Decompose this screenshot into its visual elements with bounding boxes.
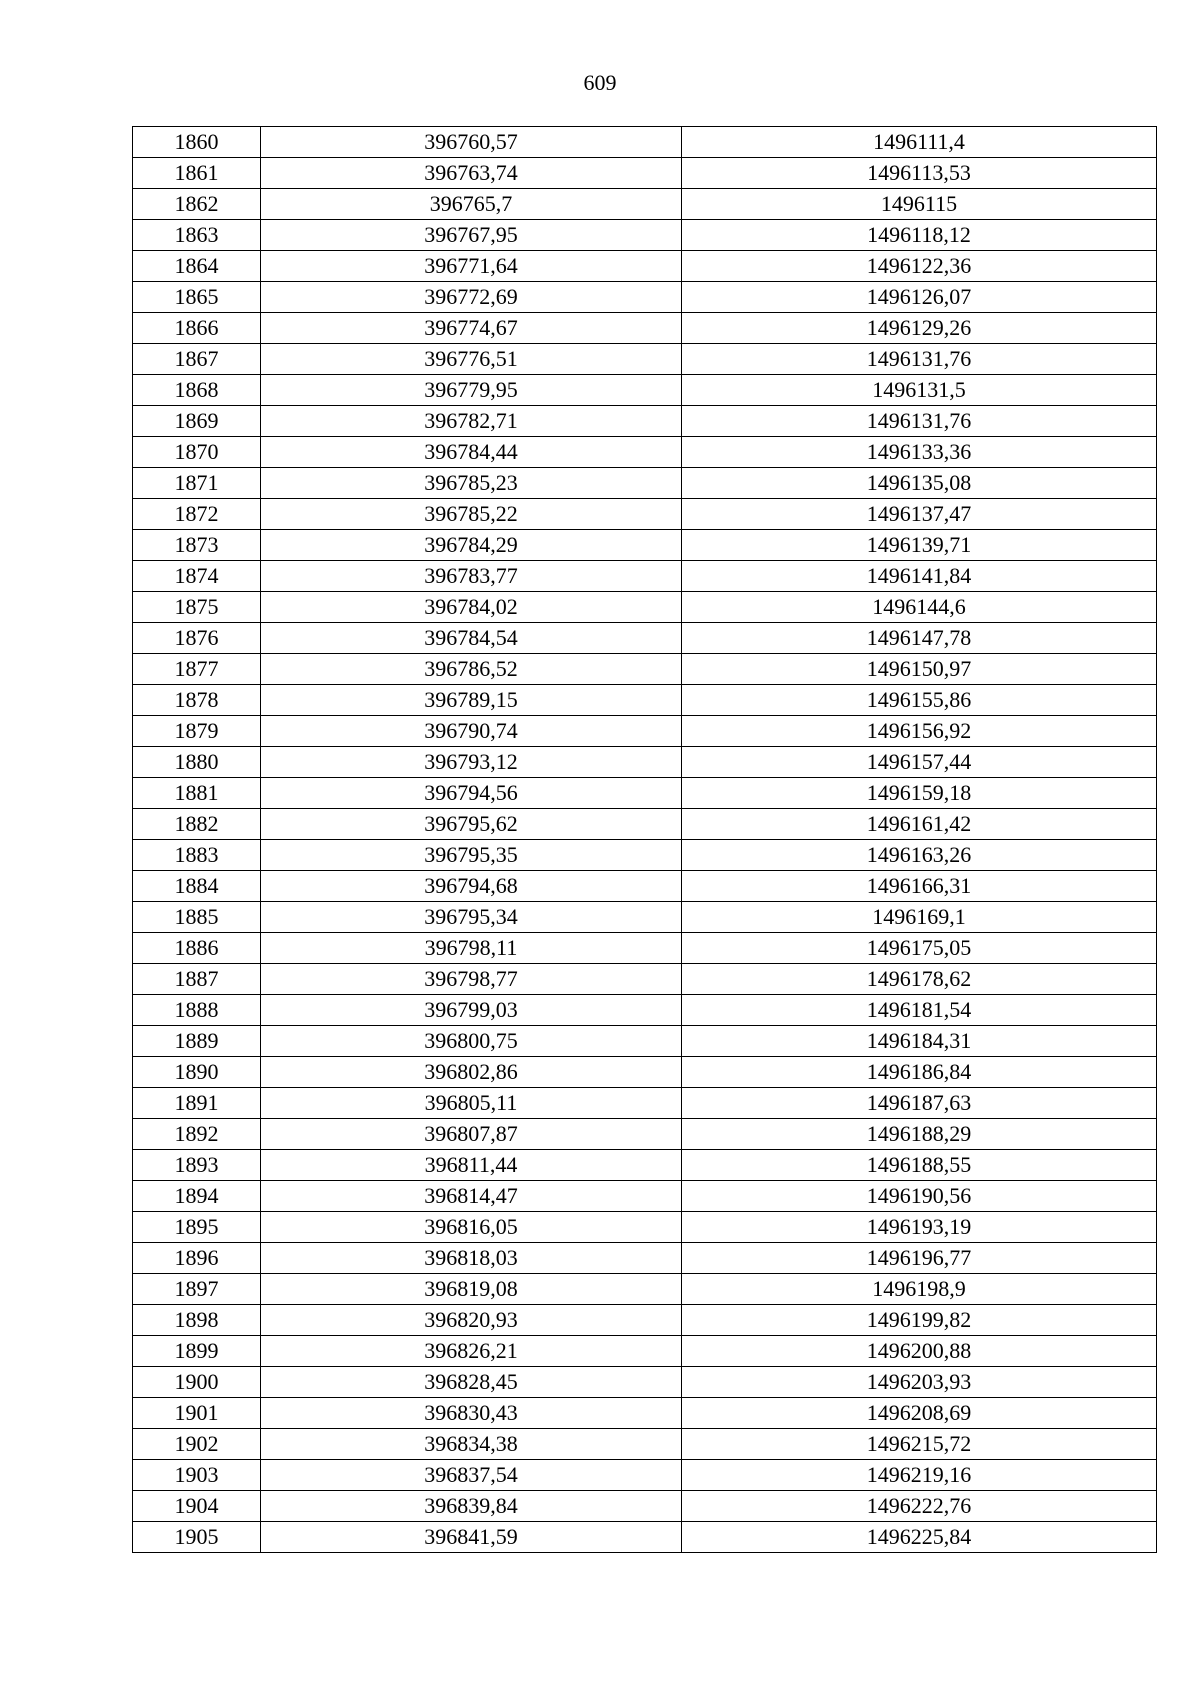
y-coordinate-cell: 1496115 xyxy=(682,189,1157,220)
point-number-cell: 1865 xyxy=(133,282,261,313)
y-coordinate-cell: 1496161,42 xyxy=(682,809,1157,840)
x-coordinate-cell: 396798,11 xyxy=(261,933,682,964)
point-number-cell: 1890 xyxy=(133,1057,261,1088)
point-number-cell: 1902 xyxy=(133,1429,261,1460)
table-row xyxy=(133,964,1157,995)
table-row xyxy=(133,1088,1157,1119)
table-row xyxy=(133,902,1157,933)
y-coordinate-cell: 1496156,92 xyxy=(682,716,1157,747)
table-row xyxy=(133,406,1157,437)
table-row xyxy=(133,1243,1157,1274)
point-number-cell: 1899 xyxy=(133,1336,261,1367)
x-coordinate-cell: 396837,54 xyxy=(261,1460,682,1491)
y-coordinate-cell: 1496129,26 xyxy=(682,313,1157,344)
point-number-cell: 1874 xyxy=(133,561,261,592)
y-coordinate-cell: 1496118,12 xyxy=(682,220,1157,251)
y-coordinate-cell: 1496141,84 xyxy=(682,561,1157,592)
point-number-cell: 1879 xyxy=(133,716,261,747)
x-coordinate-cell: 396784,02 xyxy=(261,592,682,623)
table-row xyxy=(133,809,1157,840)
table-row xyxy=(133,1491,1157,1522)
point-number-cell: 1872 xyxy=(133,499,261,530)
point-number-cell: 1894 xyxy=(133,1181,261,1212)
x-coordinate-cell: 396820,93 xyxy=(261,1305,682,1336)
point-number-cell: 1904 xyxy=(133,1491,261,1522)
y-coordinate-cell: 1496157,44 xyxy=(682,747,1157,778)
table-row xyxy=(133,1057,1157,1088)
y-coordinate-cell: 1496186,84 xyxy=(682,1057,1157,1088)
table-row xyxy=(133,1305,1157,1336)
table-row xyxy=(133,251,1157,282)
table-row xyxy=(133,1150,1157,1181)
y-coordinate-cell: 1496122,36 xyxy=(682,251,1157,282)
x-coordinate-cell: 396779,95 xyxy=(261,375,682,406)
x-coordinate-cell: 396807,87 xyxy=(261,1119,682,1150)
y-coordinate-cell: 1496147,78 xyxy=(682,623,1157,654)
table-row xyxy=(133,1119,1157,1150)
table-row xyxy=(133,375,1157,406)
y-coordinate-cell: 1496144,6 xyxy=(682,592,1157,623)
table-row xyxy=(133,654,1157,685)
x-coordinate-cell: 396794,56 xyxy=(261,778,682,809)
x-coordinate-cell: 396819,08 xyxy=(261,1274,682,1305)
table-row xyxy=(133,437,1157,468)
table-row xyxy=(133,1181,1157,1212)
point-number-cell: 1895 xyxy=(133,1212,261,1243)
y-coordinate-cell: 1496188,55 xyxy=(682,1150,1157,1181)
y-coordinate-cell: 1496113,53 xyxy=(682,158,1157,189)
table-row xyxy=(133,995,1157,1026)
x-coordinate-cell: 396784,29 xyxy=(261,530,682,561)
x-coordinate-cell: 396798,77 xyxy=(261,964,682,995)
x-coordinate-cell: 396784,54 xyxy=(261,623,682,654)
point-number-cell: 1881 xyxy=(133,778,261,809)
point-number-cell: 1861 xyxy=(133,158,261,189)
point-number-cell: 1888 xyxy=(133,995,261,1026)
y-coordinate-cell: 1496175,05 xyxy=(682,933,1157,964)
y-coordinate-cell: 1496178,62 xyxy=(682,964,1157,995)
y-coordinate-cell: 1496169,1 xyxy=(682,902,1157,933)
y-coordinate-cell: 1496163,26 xyxy=(682,840,1157,871)
table-row xyxy=(133,778,1157,809)
table-row xyxy=(133,747,1157,778)
point-number-cell: 1886 xyxy=(133,933,261,964)
y-coordinate-cell: 1496199,82 xyxy=(682,1305,1157,1336)
table-row xyxy=(133,1274,1157,1305)
x-coordinate-cell: 396783,77 xyxy=(261,561,682,592)
point-number-cell: 1866 xyxy=(133,313,261,344)
table-row xyxy=(133,840,1157,871)
table-row xyxy=(133,716,1157,747)
table-row xyxy=(133,282,1157,313)
table-row xyxy=(133,468,1157,499)
table-row xyxy=(133,1522,1157,1553)
x-coordinate-cell: 396767,95 xyxy=(261,220,682,251)
y-coordinate-cell: 1496203,93 xyxy=(682,1367,1157,1398)
x-coordinate-cell: 396793,12 xyxy=(261,747,682,778)
point-number-cell: 1863 xyxy=(133,220,261,251)
x-coordinate-cell: 396795,62 xyxy=(261,809,682,840)
y-coordinate-cell: 1496208,69 xyxy=(682,1398,1157,1429)
table-row xyxy=(133,127,1157,158)
point-number-cell: 1867 xyxy=(133,344,261,375)
x-coordinate-cell: 396841,59 xyxy=(261,1522,682,1553)
point-number-cell: 1898 xyxy=(133,1305,261,1336)
x-coordinate-cell: 396790,74 xyxy=(261,716,682,747)
y-coordinate-cell: 1496159,18 xyxy=(682,778,1157,809)
x-coordinate-cell: 396816,05 xyxy=(261,1212,682,1243)
table-row xyxy=(133,189,1157,220)
y-coordinate-cell: 1496131,76 xyxy=(682,344,1157,375)
point-number-cell: 1905 xyxy=(133,1522,261,1553)
table-row xyxy=(133,220,1157,251)
table-row xyxy=(133,1429,1157,1460)
x-coordinate-cell: 396830,43 xyxy=(261,1398,682,1429)
x-coordinate-cell: 396811,44 xyxy=(261,1150,682,1181)
x-coordinate-cell: 396789,15 xyxy=(261,685,682,716)
table-row xyxy=(133,1026,1157,1057)
point-number-cell: 1893 xyxy=(133,1150,261,1181)
point-number-cell: 1870 xyxy=(133,437,261,468)
y-coordinate-cell: 1496150,97 xyxy=(682,654,1157,685)
table-row xyxy=(133,313,1157,344)
point-number-cell: 1869 xyxy=(133,406,261,437)
point-number-cell: 1862 xyxy=(133,189,261,220)
table-row xyxy=(133,592,1157,623)
table-row xyxy=(133,1336,1157,1367)
point-number-cell: 1887 xyxy=(133,964,261,995)
x-coordinate-cell: 396784,44 xyxy=(261,437,682,468)
point-number-cell: 1892 xyxy=(133,1119,261,1150)
table-row xyxy=(133,685,1157,716)
y-coordinate-cell: 1496184,31 xyxy=(682,1026,1157,1057)
point-number-cell: 1900 xyxy=(133,1367,261,1398)
y-coordinate-cell: 1496137,47 xyxy=(682,499,1157,530)
y-coordinate-cell: 1496187,63 xyxy=(682,1088,1157,1119)
point-number-cell: 1889 xyxy=(133,1026,261,1057)
page-number: 609 xyxy=(583,70,617,95)
x-coordinate-cell: 396839,84 xyxy=(261,1491,682,1522)
x-coordinate-cell: 396776,51 xyxy=(261,344,682,375)
point-number-cell: 1878 xyxy=(133,685,261,716)
x-coordinate-cell: 396795,35 xyxy=(261,840,682,871)
point-number-cell: 1882 xyxy=(133,809,261,840)
x-coordinate-cell: 396818,03 xyxy=(261,1243,682,1274)
x-coordinate-cell: 396785,22 xyxy=(261,499,682,530)
point-number-cell: 1883 xyxy=(133,840,261,871)
y-coordinate-cell: 1496155,86 xyxy=(682,685,1157,716)
point-number-cell: 1875 xyxy=(133,592,261,623)
point-number-cell: 1864 xyxy=(133,251,261,282)
y-coordinate-cell: 1496219,16 xyxy=(682,1460,1157,1491)
point-number-cell: 1877 xyxy=(133,654,261,685)
y-coordinate-cell: 1496126,07 xyxy=(682,282,1157,313)
x-coordinate-cell: 396794,68 xyxy=(261,871,682,902)
x-coordinate-cell: 396826,21 xyxy=(261,1336,682,1367)
x-coordinate-cell: 396774,67 xyxy=(261,313,682,344)
table-row xyxy=(133,499,1157,530)
y-coordinate-cell: 1496225,84 xyxy=(682,1522,1157,1553)
y-coordinate-cell: 1496196,77 xyxy=(682,1243,1157,1274)
x-coordinate-cell: 396760,57 xyxy=(261,127,682,158)
table-row xyxy=(133,623,1157,654)
y-coordinate-cell: 1496193,19 xyxy=(682,1212,1157,1243)
x-coordinate-cell: 396805,11 xyxy=(261,1088,682,1119)
point-number-cell: 1884 xyxy=(133,871,261,902)
x-coordinate-cell: 396763,74 xyxy=(261,158,682,189)
y-coordinate-cell: 1496166,31 xyxy=(682,871,1157,902)
y-coordinate-cell: 1496190,56 xyxy=(682,1181,1157,1212)
table-row xyxy=(133,933,1157,964)
y-coordinate-cell: 1496135,08 xyxy=(682,468,1157,499)
x-coordinate-cell: 396795,34 xyxy=(261,902,682,933)
x-coordinate-cell: 396799,03 xyxy=(261,995,682,1026)
point-number-cell: 1885 xyxy=(133,902,261,933)
table-row xyxy=(133,1212,1157,1243)
x-coordinate-cell: 396785,23 xyxy=(261,468,682,499)
table-row xyxy=(133,158,1157,189)
point-number-cell: 1880 xyxy=(133,747,261,778)
y-coordinate-cell: 1496200,88 xyxy=(682,1336,1157,1367)
table-row xyxy=(133,1460,1157,1491)
point-number-cell: 1871 xyxy=(133,468,261,499)
x-coordinate-cell: 396828,45 xyxy=(261,1367,682,1398)
x-coordinate-cell: 396800,75 xyxy=(261,1026,682,1057)
y-coordinate-cell: 1496131,5 xyxy=(682,375,1157,406)
x-coordinate-cell: 396814,47 xyxy=(261,1181,682,1212)
x-coordinate-cell: 396782,71 xyxy=(261,406,682,437)
point-number-cell: 1901 xyxy=(133,1398,261,1429)
y-coordinate-cell: 1496139,71 xyxy=(682,530,1157,561)
y-coordinate-cell: 1496188,29 xyxy=(682,1119,1157,1150)
y-coordinate-cell: 1496131,76 xyxy=(682,406,1157,437)
x-coordinate-cell: 396802,86 xyxy=(261,1057,682,1088)
coordinates-table-body xyxy=(133,127,1157,1553)
y-coordinate-cell: 1496133,36 xyxy=(682,437,1157,468)
coordinates-table xyxy=(132,126,1157,1553)
table-row xyxy=(133,530,1157,561)
table-row xyxy=(133,561,1157,592)
table-row xyxy=(133,1398,1157,1429)
x-coordinate-cell: 396771,64 xyxy=(261,251,682,282)
point-number-cell: 1891 xyxy=(133,1088,261,1119)
x-coordinate-cell: 396786,52 xyxy=(261,654,682,685)
point-number-cell: 1897 xyxy=(133,1274,261,1305)
y-coordinate-cell: 1496181,54 xyxy=(682,995,1157,1026)
table-row xyxy=(133,871,1157,902)
point-number-cell: 1868 xyxy=(133,375,261,406)
x-coordinate-cell: 396765,7 xyxy=(261,189,682,220)
point-number-cell: 1876 xyxy=(133,623,261,654)
point-number-cell: 1903 xyxy=(133,1460,261,1491)
point-number-cell: 1873 xyxy=(133,530,261,561)
y-coordinate-cell: 1496111,4 xyxy=(682,127,1157,158)
x-coordinate-cell: 396772,69 xyxy=(261,282,682,313)
table-row xyxy=(133,1367,1157,1398)
y-coordinate-cell: 1496198,9 xyxy=(682,1274,1157,1305)
y-coordinate-cell: 1496215,72 xyxy=(682,1429,1157,1460)
table-row xyxy=(133,344,1157,375)
y-coordinate-cell: 1496222,76 xyxy=(682,1491,1157,1522)
point-number-cell: 1860 xyxy=(133,127,261,158)
point-number-cell: 1896 xyxy=(133,1243,261,1274)
x-coordinate-cell: 396834,38 xyxy=(261,1429,682,1460)
